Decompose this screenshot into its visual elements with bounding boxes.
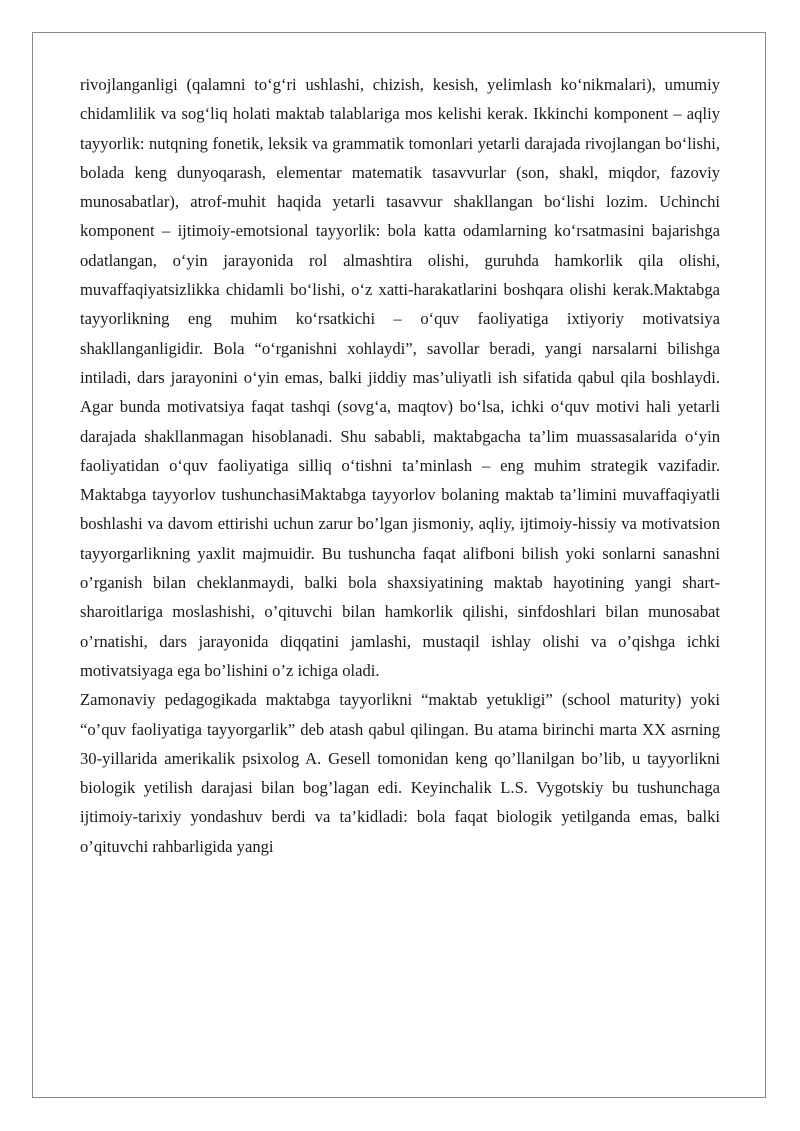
document-body (80, 70, 720, 861)
paragraph-1: rivojlanganligi (qalamni to‘g‘ri ushlashi, chizish, kesish, yelimlash ko‘nikmalari), umumiy chidamlilik va sog‘liq holati maktab talablariga mos kelishi kerak. Ikkinchi komponent – aqliy tayyorlik: nutqning fonetik, leksik va grammatik tomonlari yetarli darajada rivojlangan bo‘lishi, bolada keng dunyoqarash, elementar matematik tasavvurlar (son, shakl, miqdor, fazoviy munosabatlar), atrof-muhit haqida yetarli tasavvur shakllangan bo‘lishi lozim. Uchinchi komponent – ijtimoiy-emotsional tayyorlik: bola katta odamlarning ko‘rsatmasini bajarishga odatlangan, o‘yin jarayonida rol almashtira olishi, guruhda hamkorlik qila olishi, muvaffaqiyatsizlikka chidamli bo‘lishi, o‘z xatti-harakatlarini boshqara olishi kerak.Maktabga tayyorlikning eng muhim ko‘rsatkichi – o‘quv faoliyatiga ixtiyoriy motivatsiya shakllanganligidir. Bola “o‘rganishni xohlaydi”, savollar beradi, yangi narsalarni bilishga intiladi, dars jarayonini o‘yin emas, balki jiddiy mas’uliyatli ish sifatida qabul qila boshlaydi. Agar bunda motivatsiya faqat tashqi (sovg‘a, maqtov) bo‘lsa, ichki o‘quv motivi hali yetarli darajada shakllanmagan hisoblanadi. Shu sababli, maktabgacha ta’lim muassasalarida o‘yin faoliyatidan o‘quv faoliyatiga silliq o‘tishni ta’minlash – eng muhim strategik vazifadir. Maktabga tayyorlov tushunchasiMaktabga tayyorlov bolaning maktab ta’limini muvaffaqiyatli boshlashi va davom ettirishi uchun zarur bo’lgan jismoniy, aqliy, ijtimoiy-hissiy va motivatsion tayyorgarlikning yaxlit majmuidir. Bu tushuncha faqat alifboni bilish yoki sonlarni sanashni o’rganish bilan cheklanmaydi, balki bola shaxsiyatining maktab hayotining yangi shart-sharoitlariga moslashishi, o’qituvchi bilan hamkorlik qilishi, sinfdoshlari bilan munosabat o’rnatishi, dars jarayonida diqqatini jamlashi, mustaqil ishlay olishi va o’qishga ichki motivatsiyaga ega bo’lishini o’z ichiga oladi. (80, 75, 720, 680)
paragraph-2: Zamonaviy pedagogikada maktabga tayyorlikni “maktab yetukligi” (school maturity) yoki “o’quv faoliyatiga tayyorgarlik” deb atash qabul qilingan. Bu atama birinchi marta XX asrning 30-yillarida amerikalik psixolog A. Gesell tomonidan keng qo’llanilgan bo’lib, u tayyorlikni biologik yetilish darajasi bilan bog’lagan edi. Keyinchalik L.S. Vygotskiy bu tushunchaga ijtimoiy-tarixiy yondashuv berdi va ta’kidladi: bola faqat biologik yetilganda emas, balki o’qituvchi rahbarligida yangi (80, 690, 720, 856)
